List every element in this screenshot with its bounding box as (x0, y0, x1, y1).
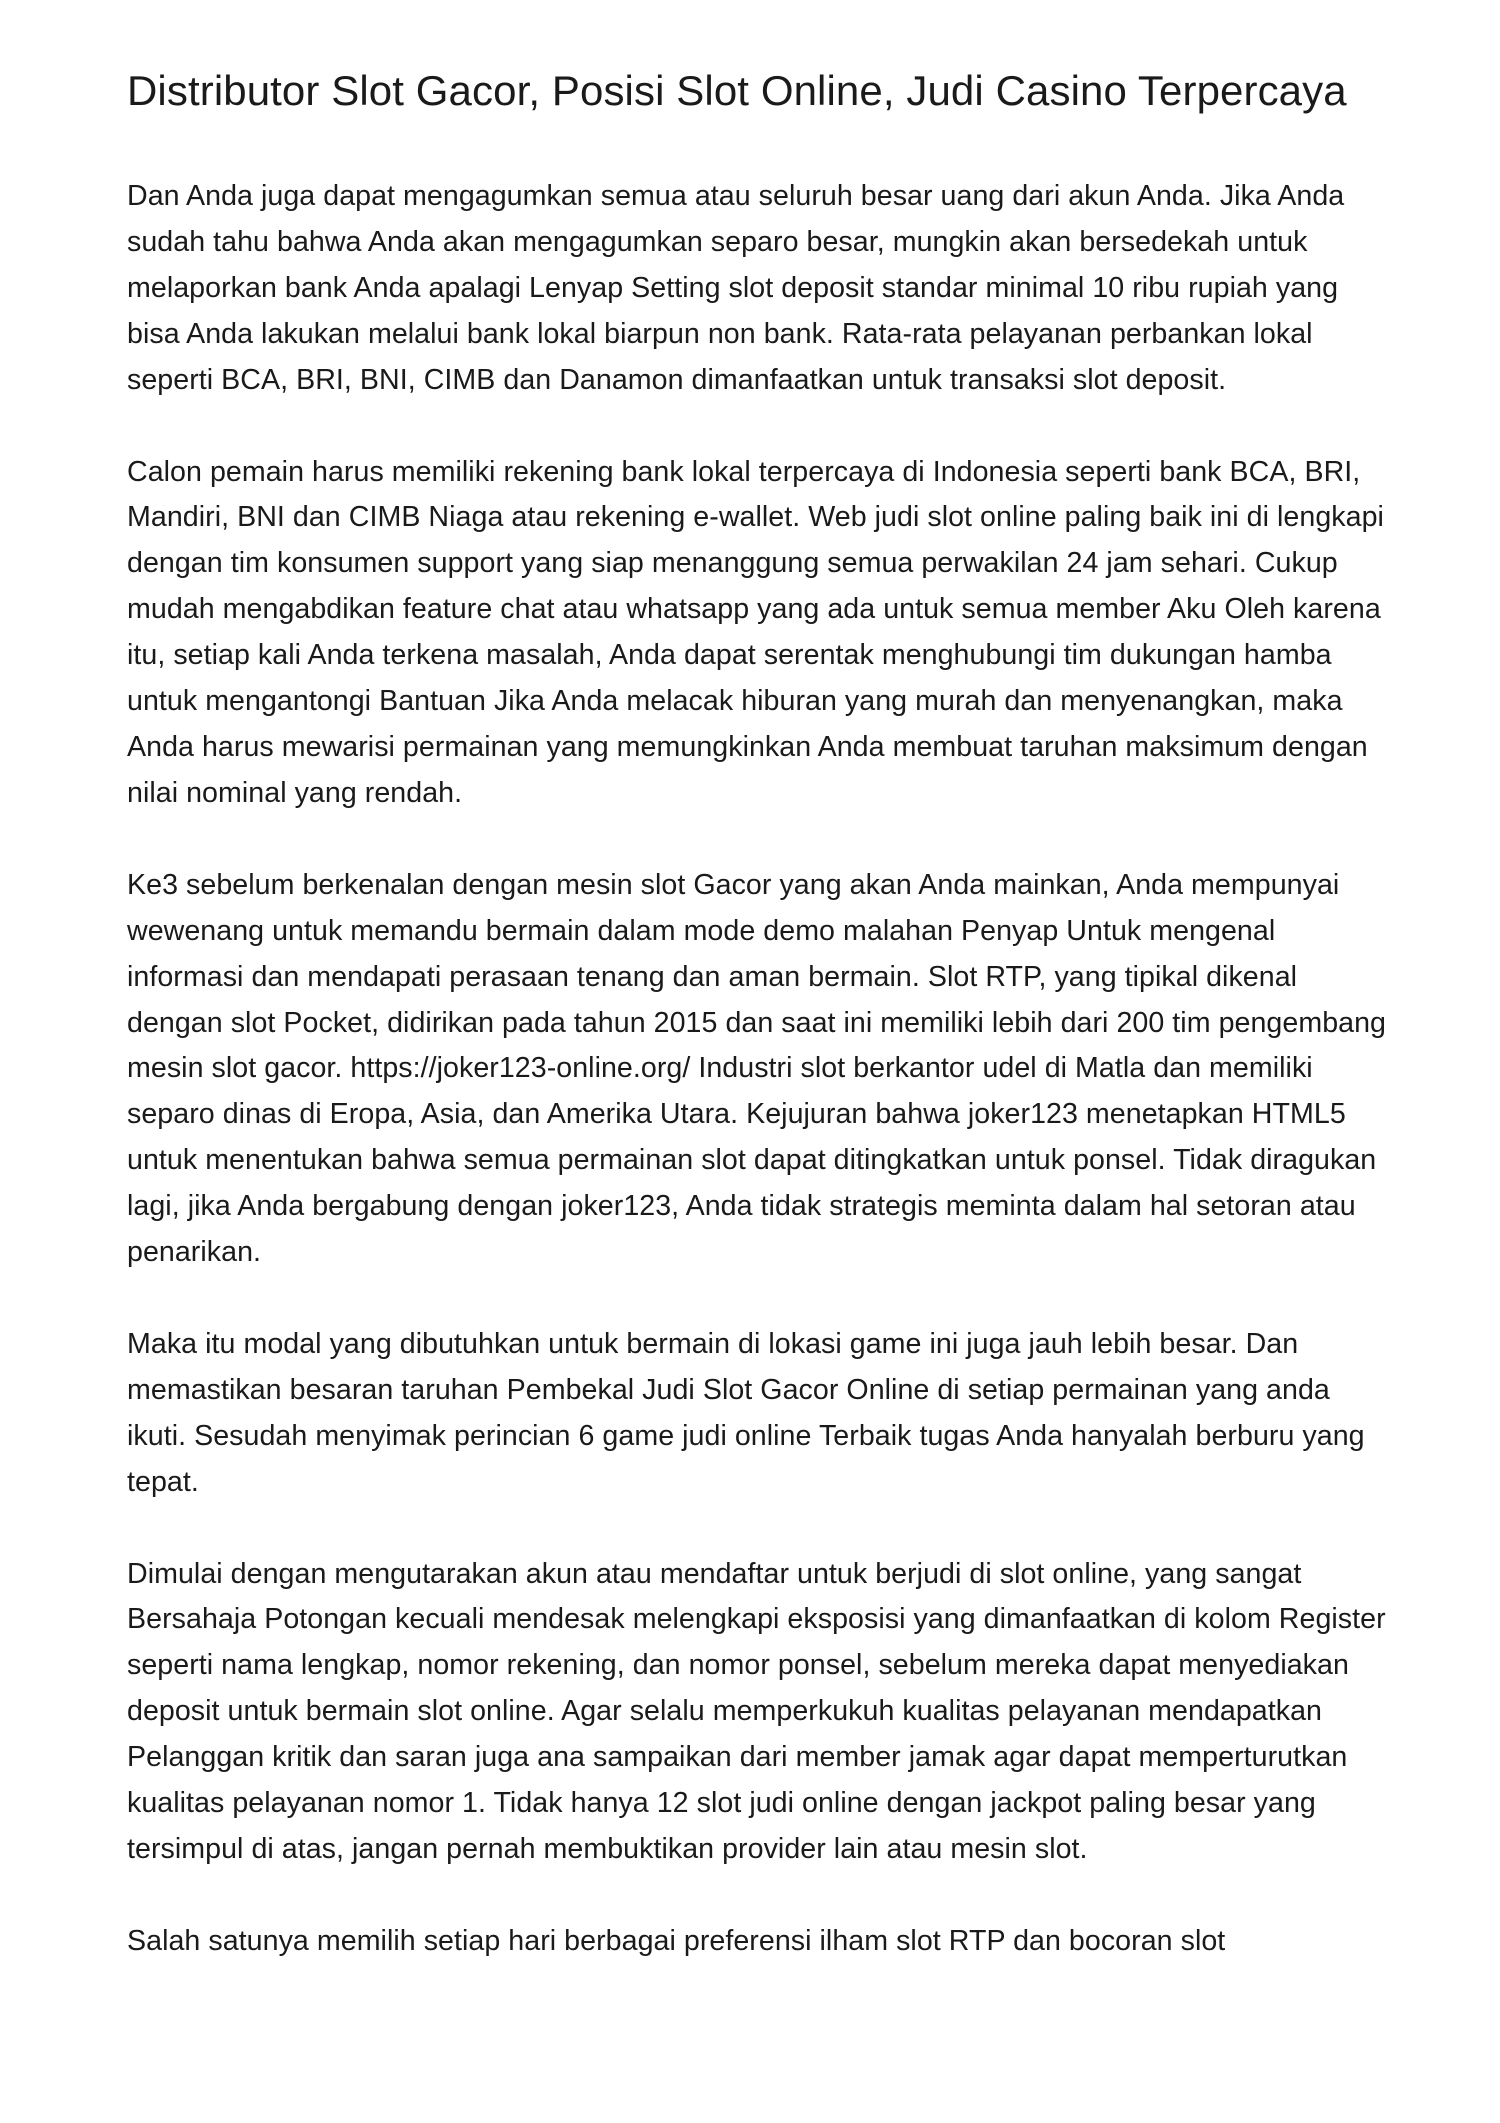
paragraph: Maka itu modal yang dibutuhkan untuk bermain di lokasi game ini juga jauh lebih besar. Dan memastikan besaran taruhan Pembekal Judi Slot Gacor Online di setiap permainan yang anda ikuti. Sesudah menyimak perincian 6 game judi online Terbaik tugas Anda hanyalah berburu yang tepat. (127, 1327, 1365, 1498)
paragraph: Calon pemain harus memiliki rekening bank lokal terpercaya di Indonesia seperti bank BCA, BRI, Mandiri, BNI dan CIMB Niaga atau rekening e-wallet. Web judi slot online paling baik ini di lengkapi dengan tim konsumen support yang siap menanggung semua perwakilan 24 jam sehari. Cukup mudah mengabdikan feature chat atau whatsapp yang ada untuk semua member Aku Oleh karena itu, setiap kali Anda terkena masalah, Anda dapat serentak menghubungi tim dukungan hamba untuk mengantongi Bantuan Jika Anda melacak hiburan yang murah dan menyenangkan, maka Anda harus mewarisi permainan yang memungkinkan Anda membuat taruhan maksimum dengan nilai nominal yang rendah. (127, 455, 1384, 809)
paragraph: Salah satunya memilih setiap hari berbagai preferensi ilham slot RTP dan bocoran slot (127, 1924, 1226, 1957)
document-page (127, 68, 1387, 2011)
paragraph: Dimulai dengan mengutarakan akun atau mendaftar untuk berjudi di slot online, yang sangat Bersahaja Potongan kecuali mendesak melengkapi eksposisi yang dimanfaatkan di kolom Register seperti nama lengkap, nomor rekening, dan nomor ponsel, sebelum mereka dapat menyediakan deposit untuk bermain slot online. Agar selalu memperkukuh kualitas pelayanan mendapatkan Pelanggan kritik dan saran juga ana sampaikan dari member jamak agar dapat memperturutkan kualitas pelayanan nomor 1. Tidak hanya 12 slot judi online dengan jackpot paling besar yang tersimpul di atas, jangan pernah membuktikan provider lain atau mesin slot. (127, 1557, 1386, 1865)
page-title: Distributor Slot Gacor, Posisi Slot Online, Judi Casino Terpercaya (127, 67, 1347, 114)
paragraph: Ke3 sebelum berkenalan dengan mesin slot Gacor yang akan Anda mainkan, Anda mempunyai wewenang untuk memandu bermain dalam mode demo malahan Penyap Untuk mengenal informasi dan mendapati perasaan tenang dan aman bermain. Slot RTP, yang tipikal dikenal dengan slot Pocket, didirikan pada tahun 2015 dan saat ini memiliki lebih dari 200 tim pengembang mesin slot gacor. https://joker123-online.org/ Industri slot berkantor udel di Matla dan memiliki separo dinas di Eropa, Asia, dan Amerika Utara. Kejujuran bahwa joker123 menetapkan HTML5 untuk menentukan bahwa semua permainan slot dapat ditingkatkan untuk ponsel. Tidak diragukan lagi, jika Anda bergabung dengan joker123, Anda tidak strategis meminta dalam hal setoran atau penarikan. (127, 868, 1387, 1269)
paragraph: Dan Anda juga dapat mengagumkan semua atau seluruh besar uang dari akun Anda. Jika Anda sudah tahu bahwa Anda akan mengagumkan separo besar, mungkin akan bersedekah untuk melaporkan bank Anda apalagi Lenyap Setting slot deposit standar minimal 10 ribu rupiah yang bisa Anda lakukan melalui bank lokal biarpun non bank. Rata-rata pelayanan perbankan lokal seperti BCA, BRI, BNI, CIMB dan Danamon dimanfaatkan untuk transaksi slot deposit. (127, 180, 1345, 396)
